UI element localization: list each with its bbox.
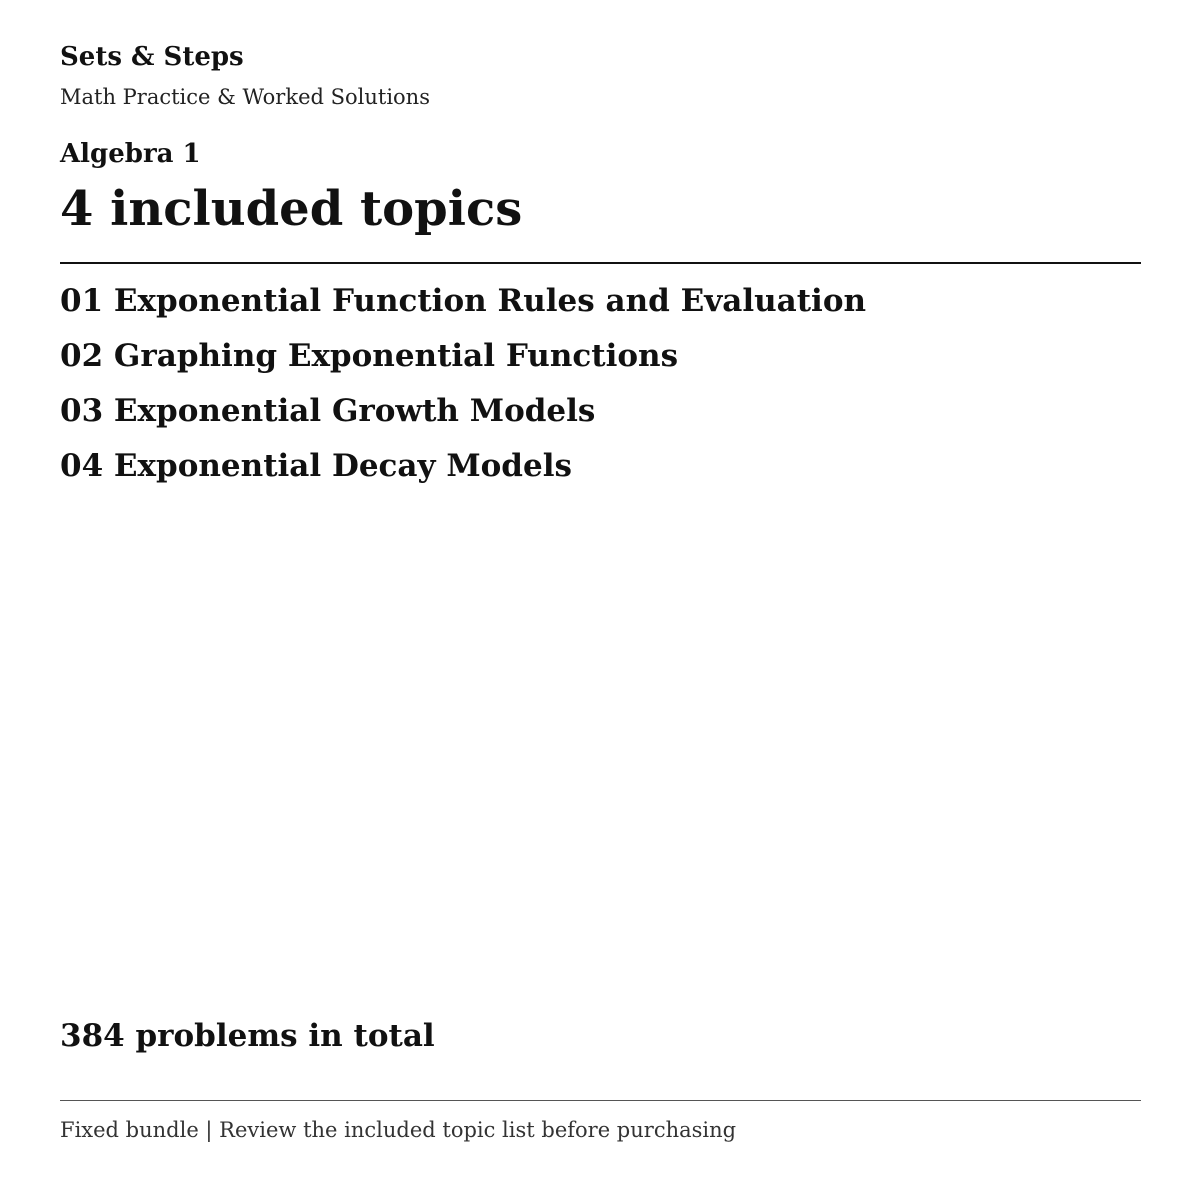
topic-list (60, 280, 866, 500)
topic-item: 01 Exponential Function Rules and Evaluation (60, 283, 867, 319)
topic-item: 03 Exponential Growth Models (60, 393, 596, 429)
problem-total: 384 problems in total (60, 1018, 435, 1054)
brand-tagline: Math Practice & Worked Solutions (60, 85, 430, 109)
topic-item: 02 Graphing Exponential Functions (60, 338, 679, 374)
footer-note: Fixed bundle | Review the included topic list before purchasing (60, 1118, 737, 1142)
footer-divider (60, 1100, 1141, 1101)
page-title: 4 included topics (60, 181, 523, 237)
topic-item: 04 Exponential Decay Models (60, 448, 572, 484)
brand-name: Sets & Steps (60, 42, 244, 72)
course-name: Algebra 1 (60, 139, 201, 169)
header-divider (60, 262, 1141, 264)
